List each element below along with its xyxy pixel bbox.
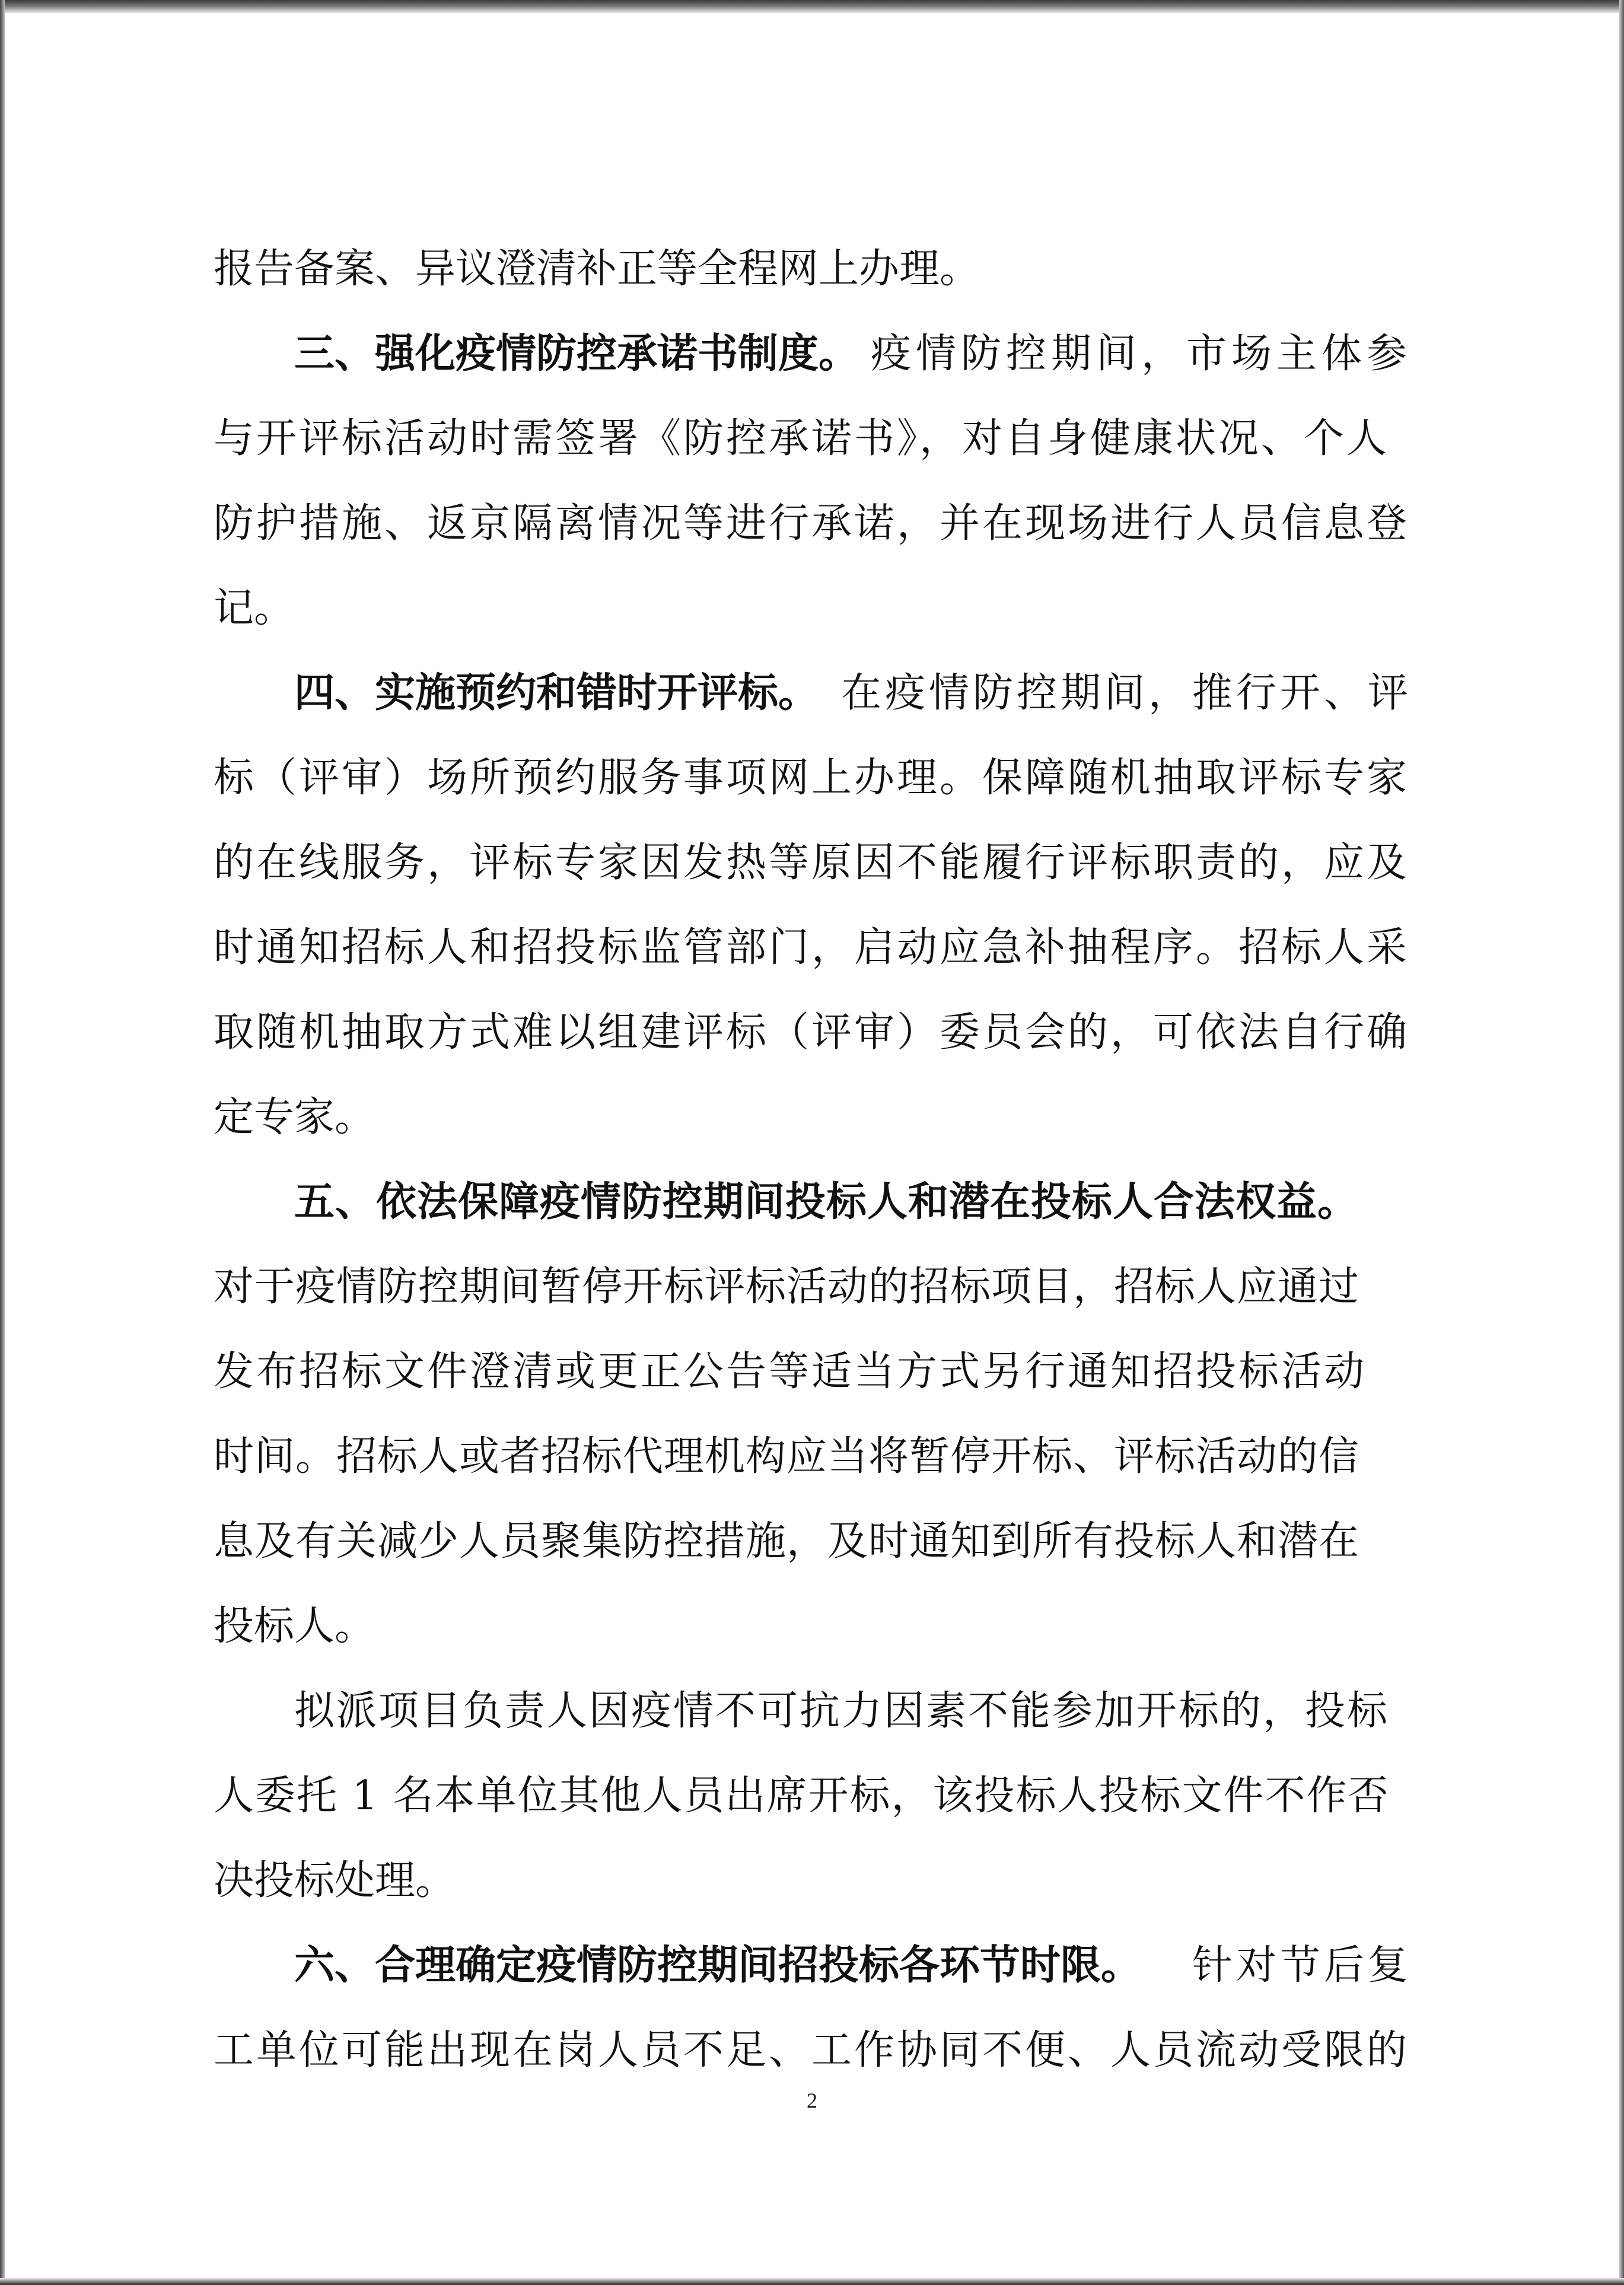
text-line xyxy=(214,585,1412,673)
line-text: 时通知招标人和招投标监管部门，启动应急补抽程序。招标人采 xyxy=(214,924,1410,971)
section-heading: 四、实施预约和错时开评标。 xyxy=(294,670,819,717)
scan-edge-left xyxy=(0,0,5,2285)
text-line xyxy=(214,1009,1412,1097)
line-text: 与开评标活动时需签署《防控承诺书》，对自身健康状况、个人 xyxy=(214,415,1390,462)
text-line xyxy=(214,1857,1412,1946)
line-text: 发布招标文件澄清或更正公告等适当方式另行通知招投标活动 xyxy=(214,1348,1367,1395)
line-text: 防护措施、返京隔离情况等进行承诺，并在现场进行人员信息登 xyxy=(214,500,1410,547)
line-text: 报告备案、异议澄清补正等全程网上办理。 xyxy=(214,246,980,292)
page-number: 2 xyxy=(807,2089,817,2112)
line-text: 标（评审）场所预约服务事项网上办理。保障随机抽取评标专家 xyxy=(214,755,1410,801)
text-line xyxy=(214,1772,1412,1861)
scan-edge-right xyxy=(1619,0,1624,2285)
text-line xyxy=(214,1179,1412,1267)
text-line xyxy=(214,1942,1412,2031)
section-heading: 三、强化疫情防控承诺书制度。 xyxy=(294,330,859,377)
text-line xyxy=(214,1603,1412,1691)
section-heading: 五、依法保障疫情防控期间投标人和潜在投标人合法权益。 xyxy=(294,1179,1359,1226)
line-text: 的在线服务，评标专家因发热等原因不能履行评标职责的，应及 xyxy=(214,839,1410,886)
text-line xyxy=(214,1433,1412,1522)
line-text: 记。 xyxy=(214,585,295,632)
line-text: 拟派项目负责人因疫情不可抗力因素不能参加开标的，投标 xyxy=(294,1688,1390,1735)
text-line xyxy=(214,1518,1412,1606)
line-text: 人委托 1 名本单位其他人员出席开标，该投标人投标文件不作否 xyxy=(214,1772,1390,1819)
text-line xyxy=(214,330,1412,419)
line-text: 息及有关减少人员聚集防控措施，及时通知到所有投标人和潜在 xyxy=(214,1518,1360,1565)
text-line xyxy=(214,1094,1412,1182)
line-text: 对于疫情防控期间暂停开标评标活动的招标项目，招标人应通过 xyxy=(214,1264,1360,1310)
text-line xyxy=(214,1348,1412,1437)
text-line xyxy=(214,415,1412,504)
document-body xyxy=(214,246,1412,2115)
line-text: 取随机抽取方式难以组建评标（评审）委员会的，可依法自行确 xyxy=(214,1009,1410,1056)
text-line xyxy=(214,924,1412,1013)
line-text: 定专家。 xyxy=(214,1094,375,1141)
line-text: 投标人。 xyxy=(214,1603,375,1650)
line-text: 在疫情防控期间，推行开、评 xyxy=(840,670,1412,717)
line-text: 针对节后复 xyxy=(1192,1942,1412,1989)
text-line xyxy=(214,839,1412,928)
scan-edge-top xyxy=(0,0,1624,13)
line-text: 工单位可能出现在岗人员不足、工作协同不便、人员流动受限的 xyxy=(214,2027,1410,2074)
text-line xyxy=(214,1264,1412,1352)
line-text: 疫情防控期间，市场主体参 xyxy=(870,330,1412,377)
text-line xyxy=(214,670,1412,758)
text-line xyxy=(214,1688,1412,1776)
text-line xyxy=(214,500,1412,588)
text-line xyxy=(214,246,1412,334)
section-heading: 六、合理确定疫情防控期间招投标各环节时限。 xyxy=(294,1942,1142,1989)
text-line xyxy=(214,755,1412,843)
line-text: 决投标处理。 xyxy=(214,1857,456,1904)
line-text: 时间。招标人或者招标代理机构应当将暂停开标、评标活动的信 xyxy=(214,1433,1360,1480)
scan-edge-bottom xyxy=(0,2278,1624,2285)
